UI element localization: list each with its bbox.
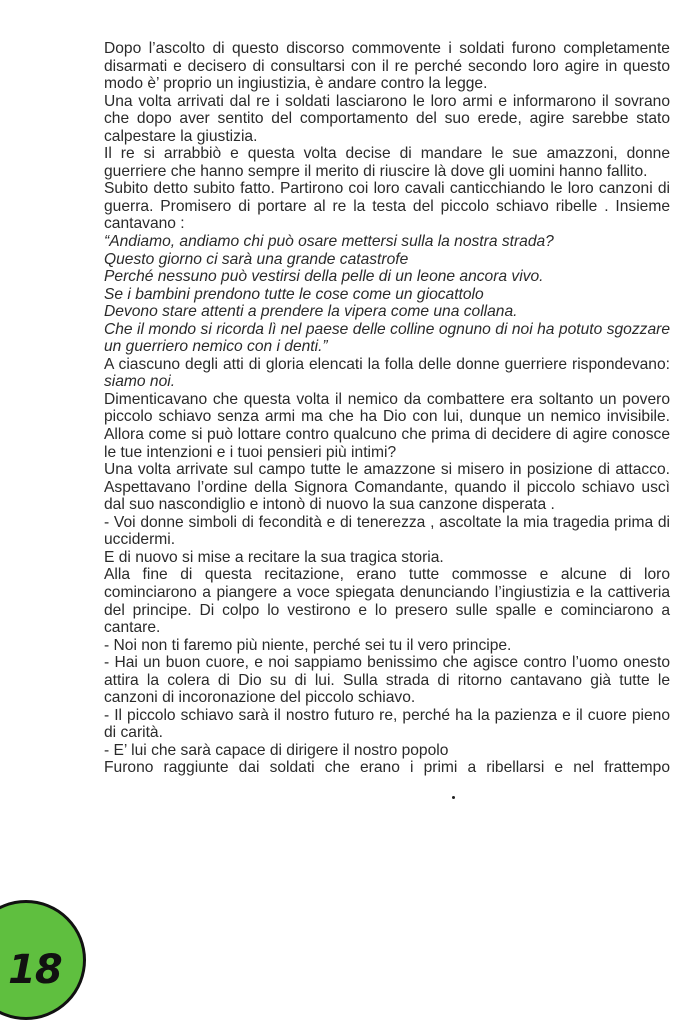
paragraph: - Hai un buon cuore, e noi sappiamo benissimo che agisce contro l’uomo onesto attira la colera di Dio su di lui. Sulla strada di ritorno cantavano già tutte le canzoni di incoronazione del piccolo schiavo. [104, 654, 670, 707]
paragraph: Subito detto subito fatto. Partirono coi loro cavali canticchiando le loro canzoni di guerra. Promisero di portare al re la testa del piccolo schiavo ribelle . Insieme cantavano : [104, 180, 670, 233]
verse-line: Devono stare attenti a prendere la vipera come una collana. [104, 303, 518, 321]
paragraph: - Il piccolo schiavo sarà il nostro futuro re, perché ha la pazienza e il cuore pieno di carità. [104, 706, 670, 742]
song-verses [104, 233, 670, 356]
paragraph: - E’ lui che sarà capace di dirigere il nostro popolo [104, 741, 449, 759]
paragraph: - Voi donne simboli di fecondità e di tenerezza , ascoltate la mia tragedia prima di uccidermi. [104, 513, 670, 549]
verse-line: Perché nessuno può vestirsi della pelle di un leone ancora vivo. [104, 268, 544, 286]
paragraph: Furono raggiunte dai soldati che erano i primi a ribellarsi e nel frattempo [104, 759, 670, 777]
paragraph: Dimenticavano che questa volta il nemico da combattere era soltanto un povero piccolo schiavo senza armi ma che ha Dio con lui, dunque un nemico invisibile. Allora come si può lottare contro qualcuno che prima di decidere di agire conosce le tue intenzioni e i tuoi pensieri più intimi? [104, 390, 670, 461]
paragraph [104, 356, 670, 391]
paragraph: E di nuovo si mise a recitare la sua tragica storia. [104, 548, 444, 566]
response-italic: siamo noi. [104, 373, 176, 391]
paragraph: Una volta arrivate sul campo tutte le amazzone si misero in posizione di attacco. Aspettavano l’ordine della Signora Comandante, quando il piccolo schiavo uscì dal suo nascondiglio e intonò di nuovo la sua canzone disperata . [104, 461, 670, 514]
paragraph: Dopo l’ascolto di questo discorso commovente i soldati furono completamente disarmati e decisero di consultarsi con il re perché secondo loro agire in questo modo è’ proprio un ingiustizia, è andare contro la legge. [104, 40, 670, 93]
response-text: A ciascuno degli atti di gloria elencati la folla delle donne guerriere rispondevano: [104, 355, 670, 373]
verse-line: “Andiamo, andiamo chi può osare mettersi sulla la nostra strada? [104, 233, 554, 251]
paragraph: - Noi non ti faremo più niente, perché sei tu il vero principe. [104, 636, 512, 654]
paragraph: Il re si arrabbiò e questa volta decise di mandare le sue amazzoni, donne guerriere che hanno sempre il merito di riuscire là dove gli uomini hanno fallito. [104, 145, 670, 180]
paragraph: Una volta arrivati dal re i soldati lasciarono le loro armi e informarono il sovrano che dopo aver sentito del comportamento del suo erede, agire sarebbe stato calpestare la giustizia. [104, 92, 670, 145]
print-speck [452, 796, 455, 799]
verse-line: Che il mondo si ricorda lì nel paese delle colline ognuno di noi ha potuto sgozzare un guerriero nemico con i denti.” [104, 320, 670, 356]
verse-line: Se i bambini prendono tutte le cose come un giocattolo [104, 285, 484, 303]
verse-line: Questo giorno ci sarà una grande catastrofe [104, 250, 409, 268]
page-number: 18 [8, 947, 62, 993]
body-text [104, 40, 670, 777]
paragraph: Alla fine di questa recitazione, erano tutte commosse e alcune di loro cominciarono a piangere a voce spiegata denunciando l’ingiustizia e la cattiveria del principe. Di colpo lo vestirono e lo presero sulle spalle e cominciarono a cantare. [104, 566, 670, 637]
